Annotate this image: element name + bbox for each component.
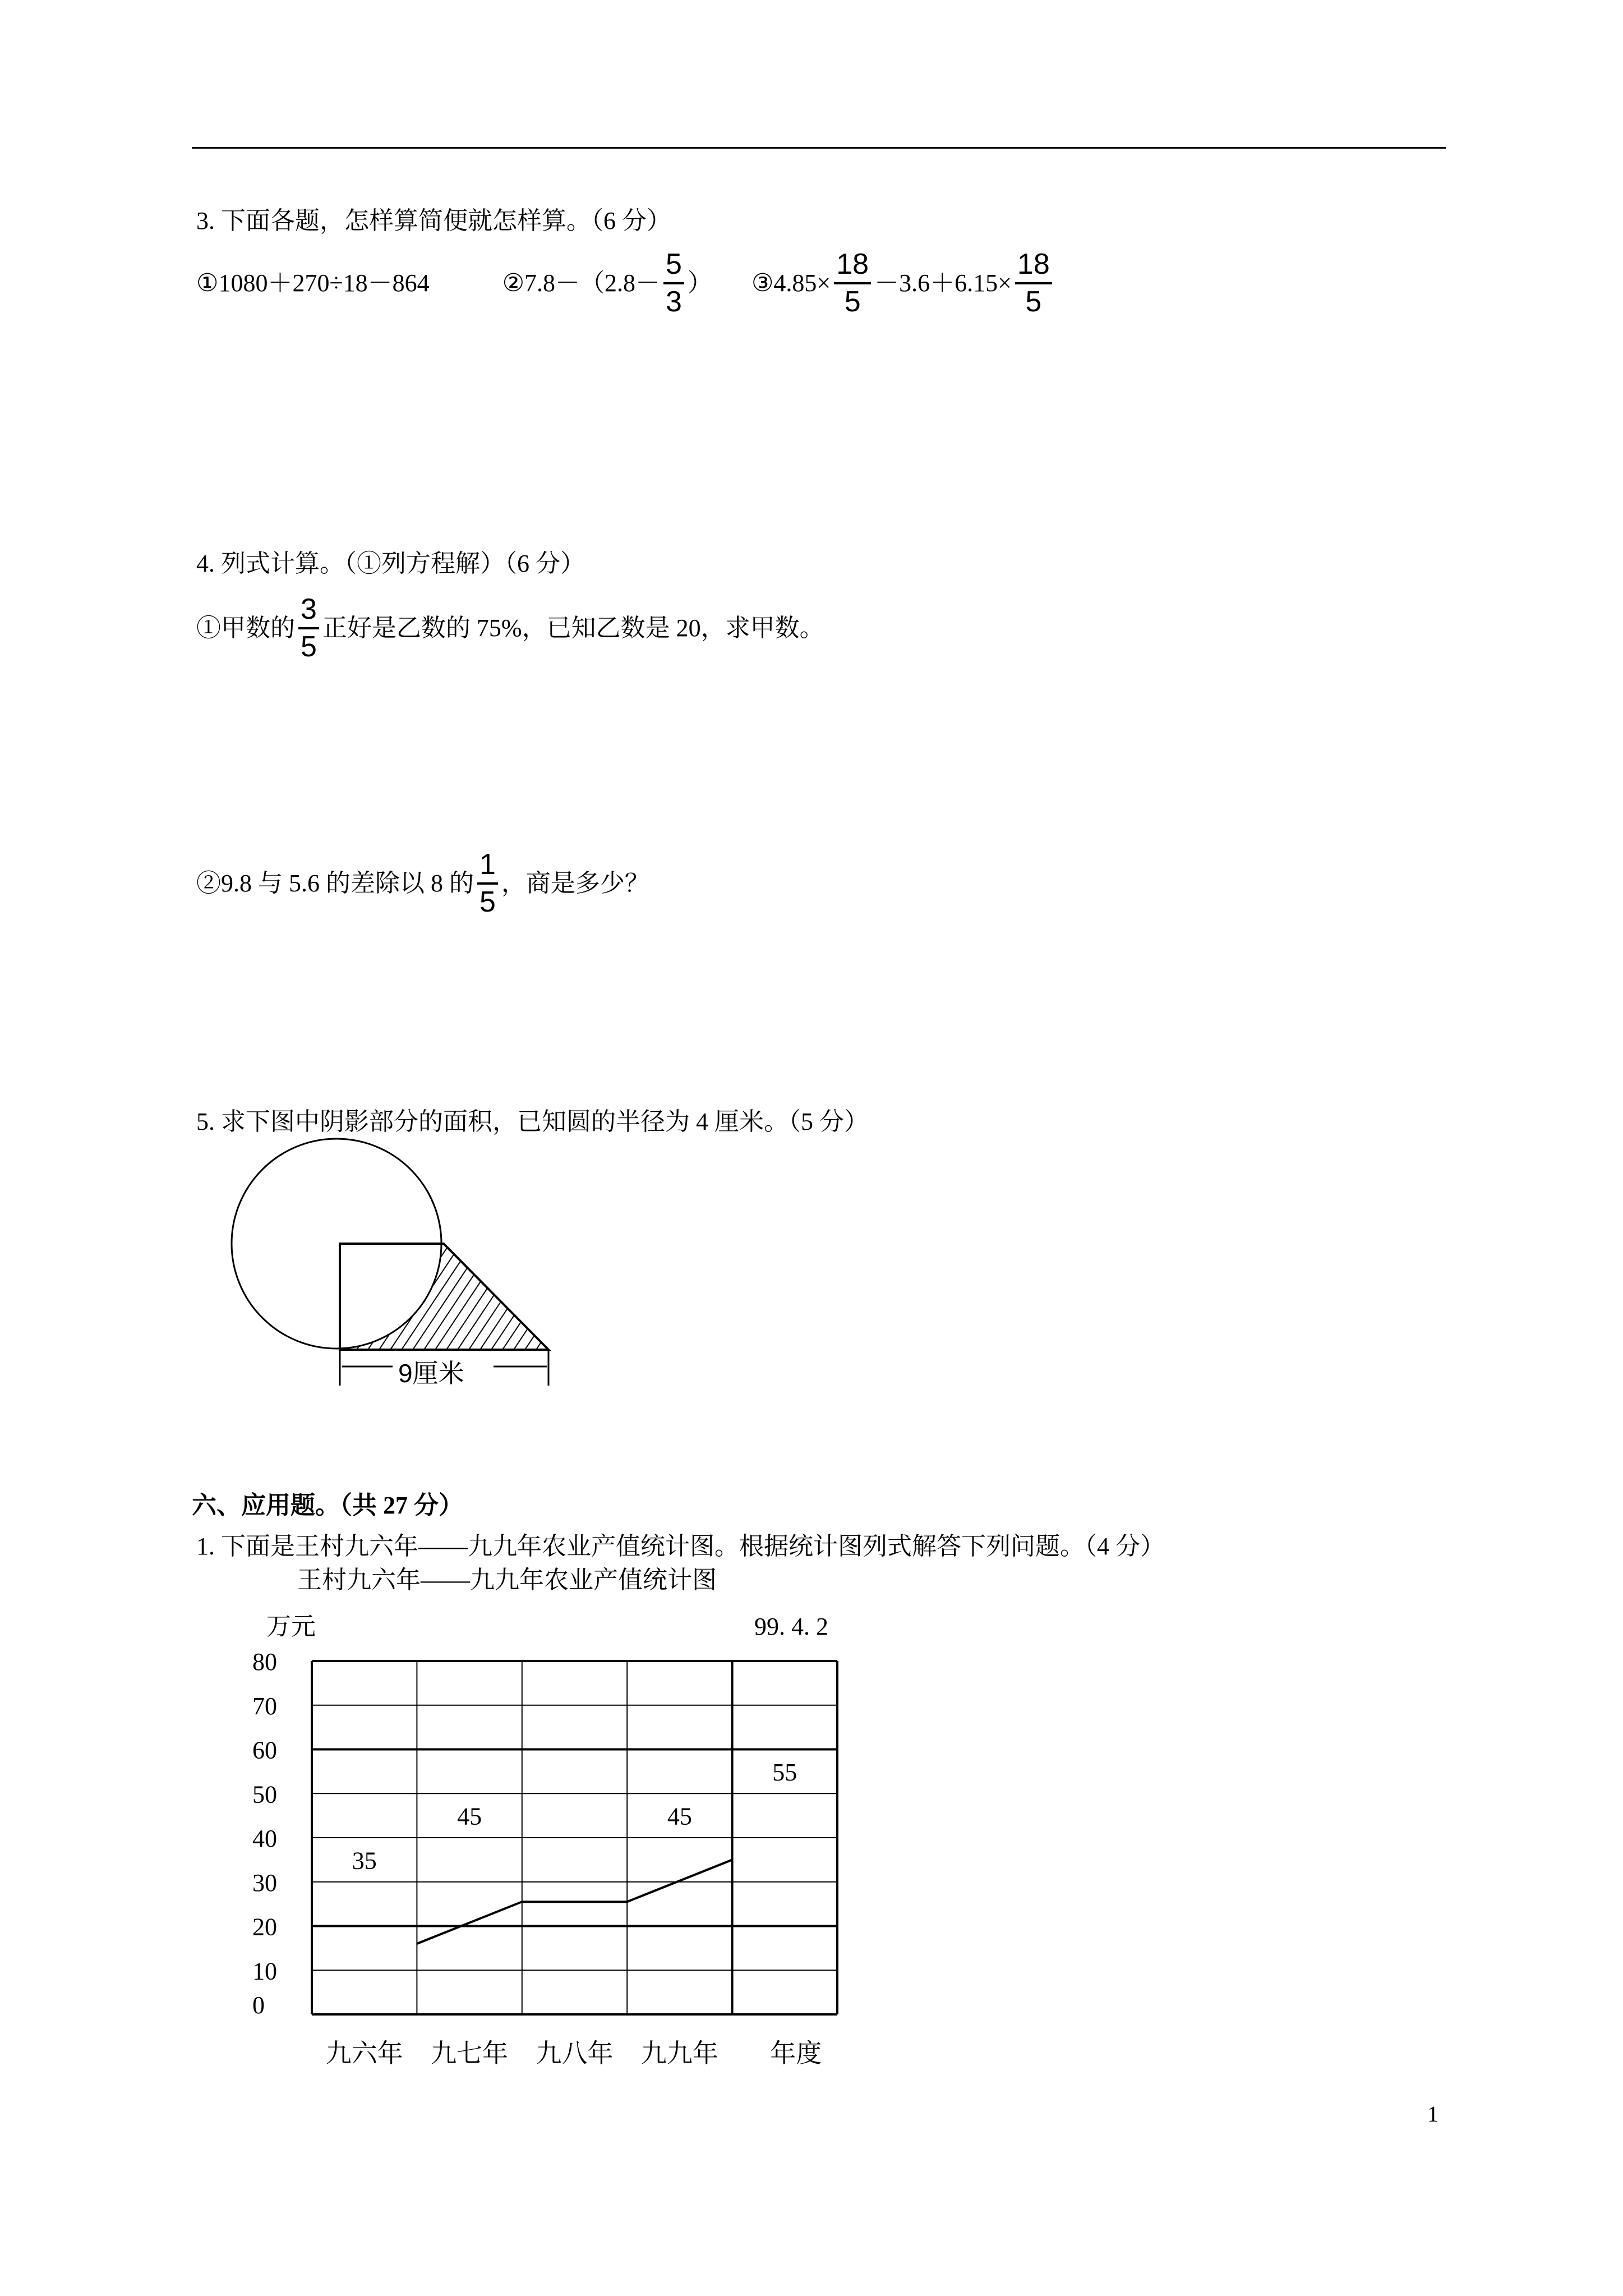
q3-expr-1: ①1080＋270÷18－864 [196, 269, 430, 297]
data-label: 35 [352, 1847, 377, 1875]
x-category-label: 九八年 [536, 2039, 614, 2068]
y-tick-label: 80 [252, 1648, 277, 1676]
denominator: 5 [844, 286, 861, 318]
x-axis-title: 年度 [770, 2039, 822, 2068]
series-line [417, 1860, 732, 1944]
data-label: 45 [457, 1802, 482, 1830]
q4-part-1-pre: ①甲数的 [196, 614, 295, 642]
y-tick-label: 50 [252, 1780, 277, 1809]
q3-title: 3. 下面各题，怎样算简便就怎样算。（6 分） [196, 207, 671, 234]
x-category-label: 九九年 [640, 2039, 718, 2068]
q3-expr-2-pre: ②7.8－（2.8－ [502, 269, 661, 297]
denominator: 3 [666, 286, 682, 318]
dimension-label: 9厘米 [398, 1359, 464, 1388]
y-tick-label: 60 [252, 1736, 277, 1764]
q4-part-2-pre: ②9.8 与 5.6 的差除以 8 的 [196, 869, 474, 897]
numerator: 5 [663, 249, 684, 284]
denominator: 5 [479, 886, 496, 918]
numerator: 18 [834, 249, 871, 284]
section-6-q1: 1. 下面是王村九六年——九九年农业产值统计图。根据统计图列式解答下列问题。（4 分） [196, 1533, 1165, 1560]
q4-title: 4. 列式计算。（①列方程解）（6 分） [196, 550, 585, 577]
chart-date: 99. 4. 2 [754, 1613, 828, 1640]
numerator: 18 [1015, 249, 1052, 284]
denominator: 5 [1025, 286, 1042, 318]
chart-y-unit: 万元 [266, 1613, 316, 1640]
y-tick-label: 30 [252, 1869, 277, 1897]
y-tick-label: 0 [252, 1991, 265, 2019]
q3-expr-2-post: ） [687, 269, 712, 297]
data-label: 55 [772, 1758, 797, 1786]
q4-part-2-post: ，商是多少？ [501, 869, 649, 897]
section-6-title: 六、应用题。（共 27 分） [192, 1492, 463, 1519]
numerator: 3 [298, 594, 319, 629]
y-tick-label: 20 [252, 1913, 277, 1941]
q3-expr-3-pre: ③4.85× [751, 269, 831, 297]
y-tick-label: 40 [252, 1825, 277, 1852]
page-number: 1 [1427, 2101, 1438, 2127]
q3-expr-3-mid: －3.6＋6.15× [874, 269, 1012, 297]
fraction [1015, 249, 1052, 317]
x-category-label: 九六年 [325, 2039, 403, 2068]
y-tick-label: 70 [252, 1692, 277, 1720]
data-label: 45 [667, 1802, 692, 1830]
chart-title: 王村九六年——九九年农业产值统计图 [297, 1566, 717, 1594]
q4-part-1-post: 正好是乙数的 75%，已知乙数是 20，求甲数。 [322, 614, 824, 642]
x-category-label: 九七年 [431, 2039, 509, 2068]
q5-title: 5. 求下图中阴影部分的面积，已知圆的半径为 4 厘米。（5 分） [196, 1108, 869, 1135]
denominator: 5 [301, 631, 317, 663]
numerator: 1 [477, 849, 498, 885]
y-tick-label: 10 [252, 1957, 277, 1985]
